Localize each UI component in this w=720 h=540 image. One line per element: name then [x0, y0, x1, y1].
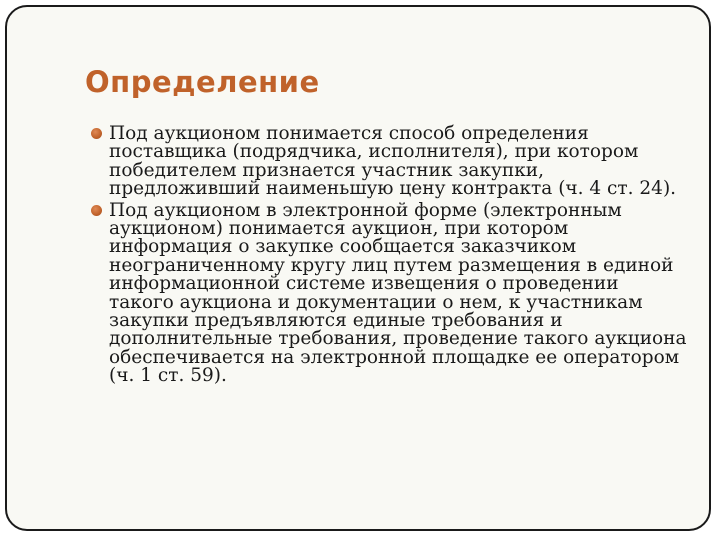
bullet-icon: [91, 205, 102, 216]
slide-frame: [5, 5, 711, 531]
bullet-text: Под аукционом в электронной форме (электронным аукционом) понимается аукцион, при котором информация о закупке сообщается заказчиком неограниченному кругу лиц путем размещения в единой информационной системе извещения о проведении такого аукциона и документации о нем, к участникам закупки предъявляются единые требования и дополнительные требования, проведение такого аукциона обеспечивается на электронной площадке ее оператором (ч. 1 ст. 59).: [109, 199, 687, 387]
bullet-text: Под аукционом понимается способ определения поставщика (подрядчика, исполнителя), при котором победителем признается участник закупки, предложивший наименьшую цену контракта (ч. 4 ст. 24).: [109, 123, 677, 200]
bullet-icon: [91, 128, 102, 139]
bullet-item-auction-definition: [89, 125, 689, 199]
bullet-item-electronic-auction-definition: [89, 199, 689, 387]
bullet-list: [89, 125, 689, 389]
slide-title: Определение: [85, 65, 320, 99]
